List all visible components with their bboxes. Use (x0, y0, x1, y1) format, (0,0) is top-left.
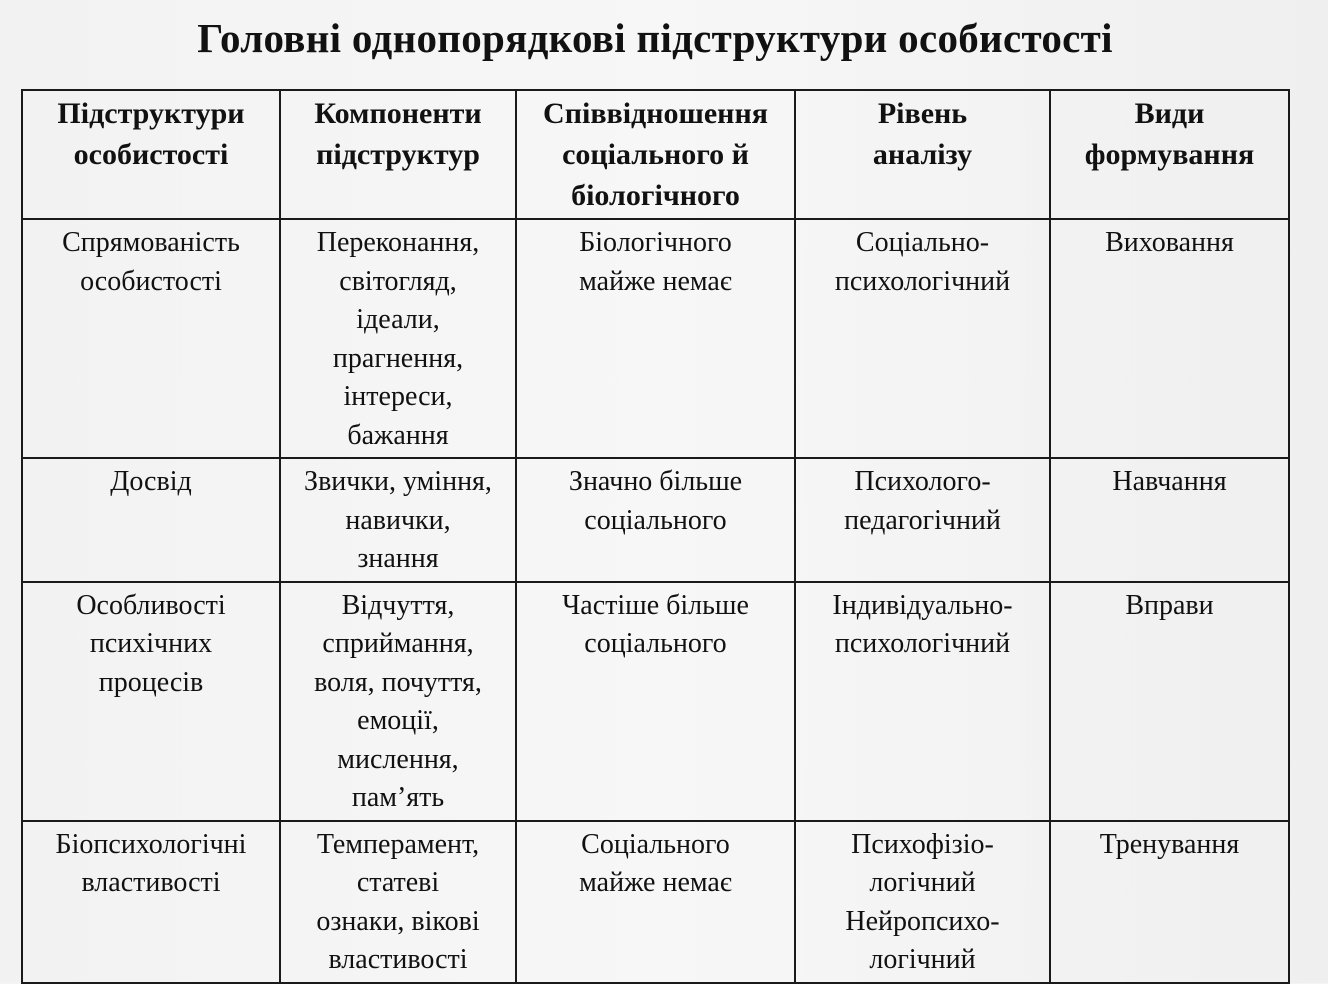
table-cell: Біологічного майже немає (516, 219, 795, 458)
header-social-biological-ratio: Співвідношення соціального й біологічного (516, 90, 795, 219)
header-formation-types: Види формування (1050, 90, 1289, 219)
table-cell: Спрямованість особистості (22, 219, 280, 458)
table-cell: Частіше більше соціального (516, 582, 795, 821)
table-cell: Біопсихологічні властивості (22, 821, 280, 983)
table-cell: Навчання (1050, 458, 1289, 582)
table-cell: Особливості психічних процесів (22, 582, 280, 821)
table-header-row (22, 90, 1289, 219)
table-cell: Звички, уміння, навички, знання (280, 458, 516, 582)
table-row (22, 458, 1289, 582)
table-cell: Переконання, світогляд, ідеали, прагнення, інтереси, бажання (280, 219, 516, 458)
header-substructures: Підструктури особистості (22, 90, 280, 219)
header-components: Компоненти підструктур (280, 90, 516, 219)
table-cell: Досвід (22, 458, 280, 582)
table-cell: Психофізіо- логічний Нейропсихо- логічний (795, 821, 1050, 983)
header-analysis-level: Рівень аналізу (795, 90, 1050, 219)
page-title: Головні однопорядкові підструктури особистості (197, 15, 1113, 61)
substructures-table (21, 89, 1290, 984)
table-cell: Темперамент, статеві ознаки, вікові властивості (280, 821, 516, 983)
table-cell: Вправи (1050, 582, 1289, 821)
table-row (22, 219, 1289, 458)
table-row (22, 821, 1289, 983)
table-row (22, 582, 1289, 821)
table-cell: Відчуття, сприймання, воля, почуття, емоції, мислення, пам’ять (280, 582, 516, 821)
table-cell: Тренування (1050, 821, 1289, 983)
table-cell: Соціального майже немає (516, 821, 795, 983)
table-cell: Значно більше соціального (516, 458, 795, 582)
table-cell: Виховання (1050, 219, 1289, 458)
table-cell: Соціально- психологічний (795, 219, 1050, 458)
table-cell: Індивідуально- психологічний (795, 582, 1050, 821)
table-cell: Психолого- педагогічний (795, 458, 1050, 582)
